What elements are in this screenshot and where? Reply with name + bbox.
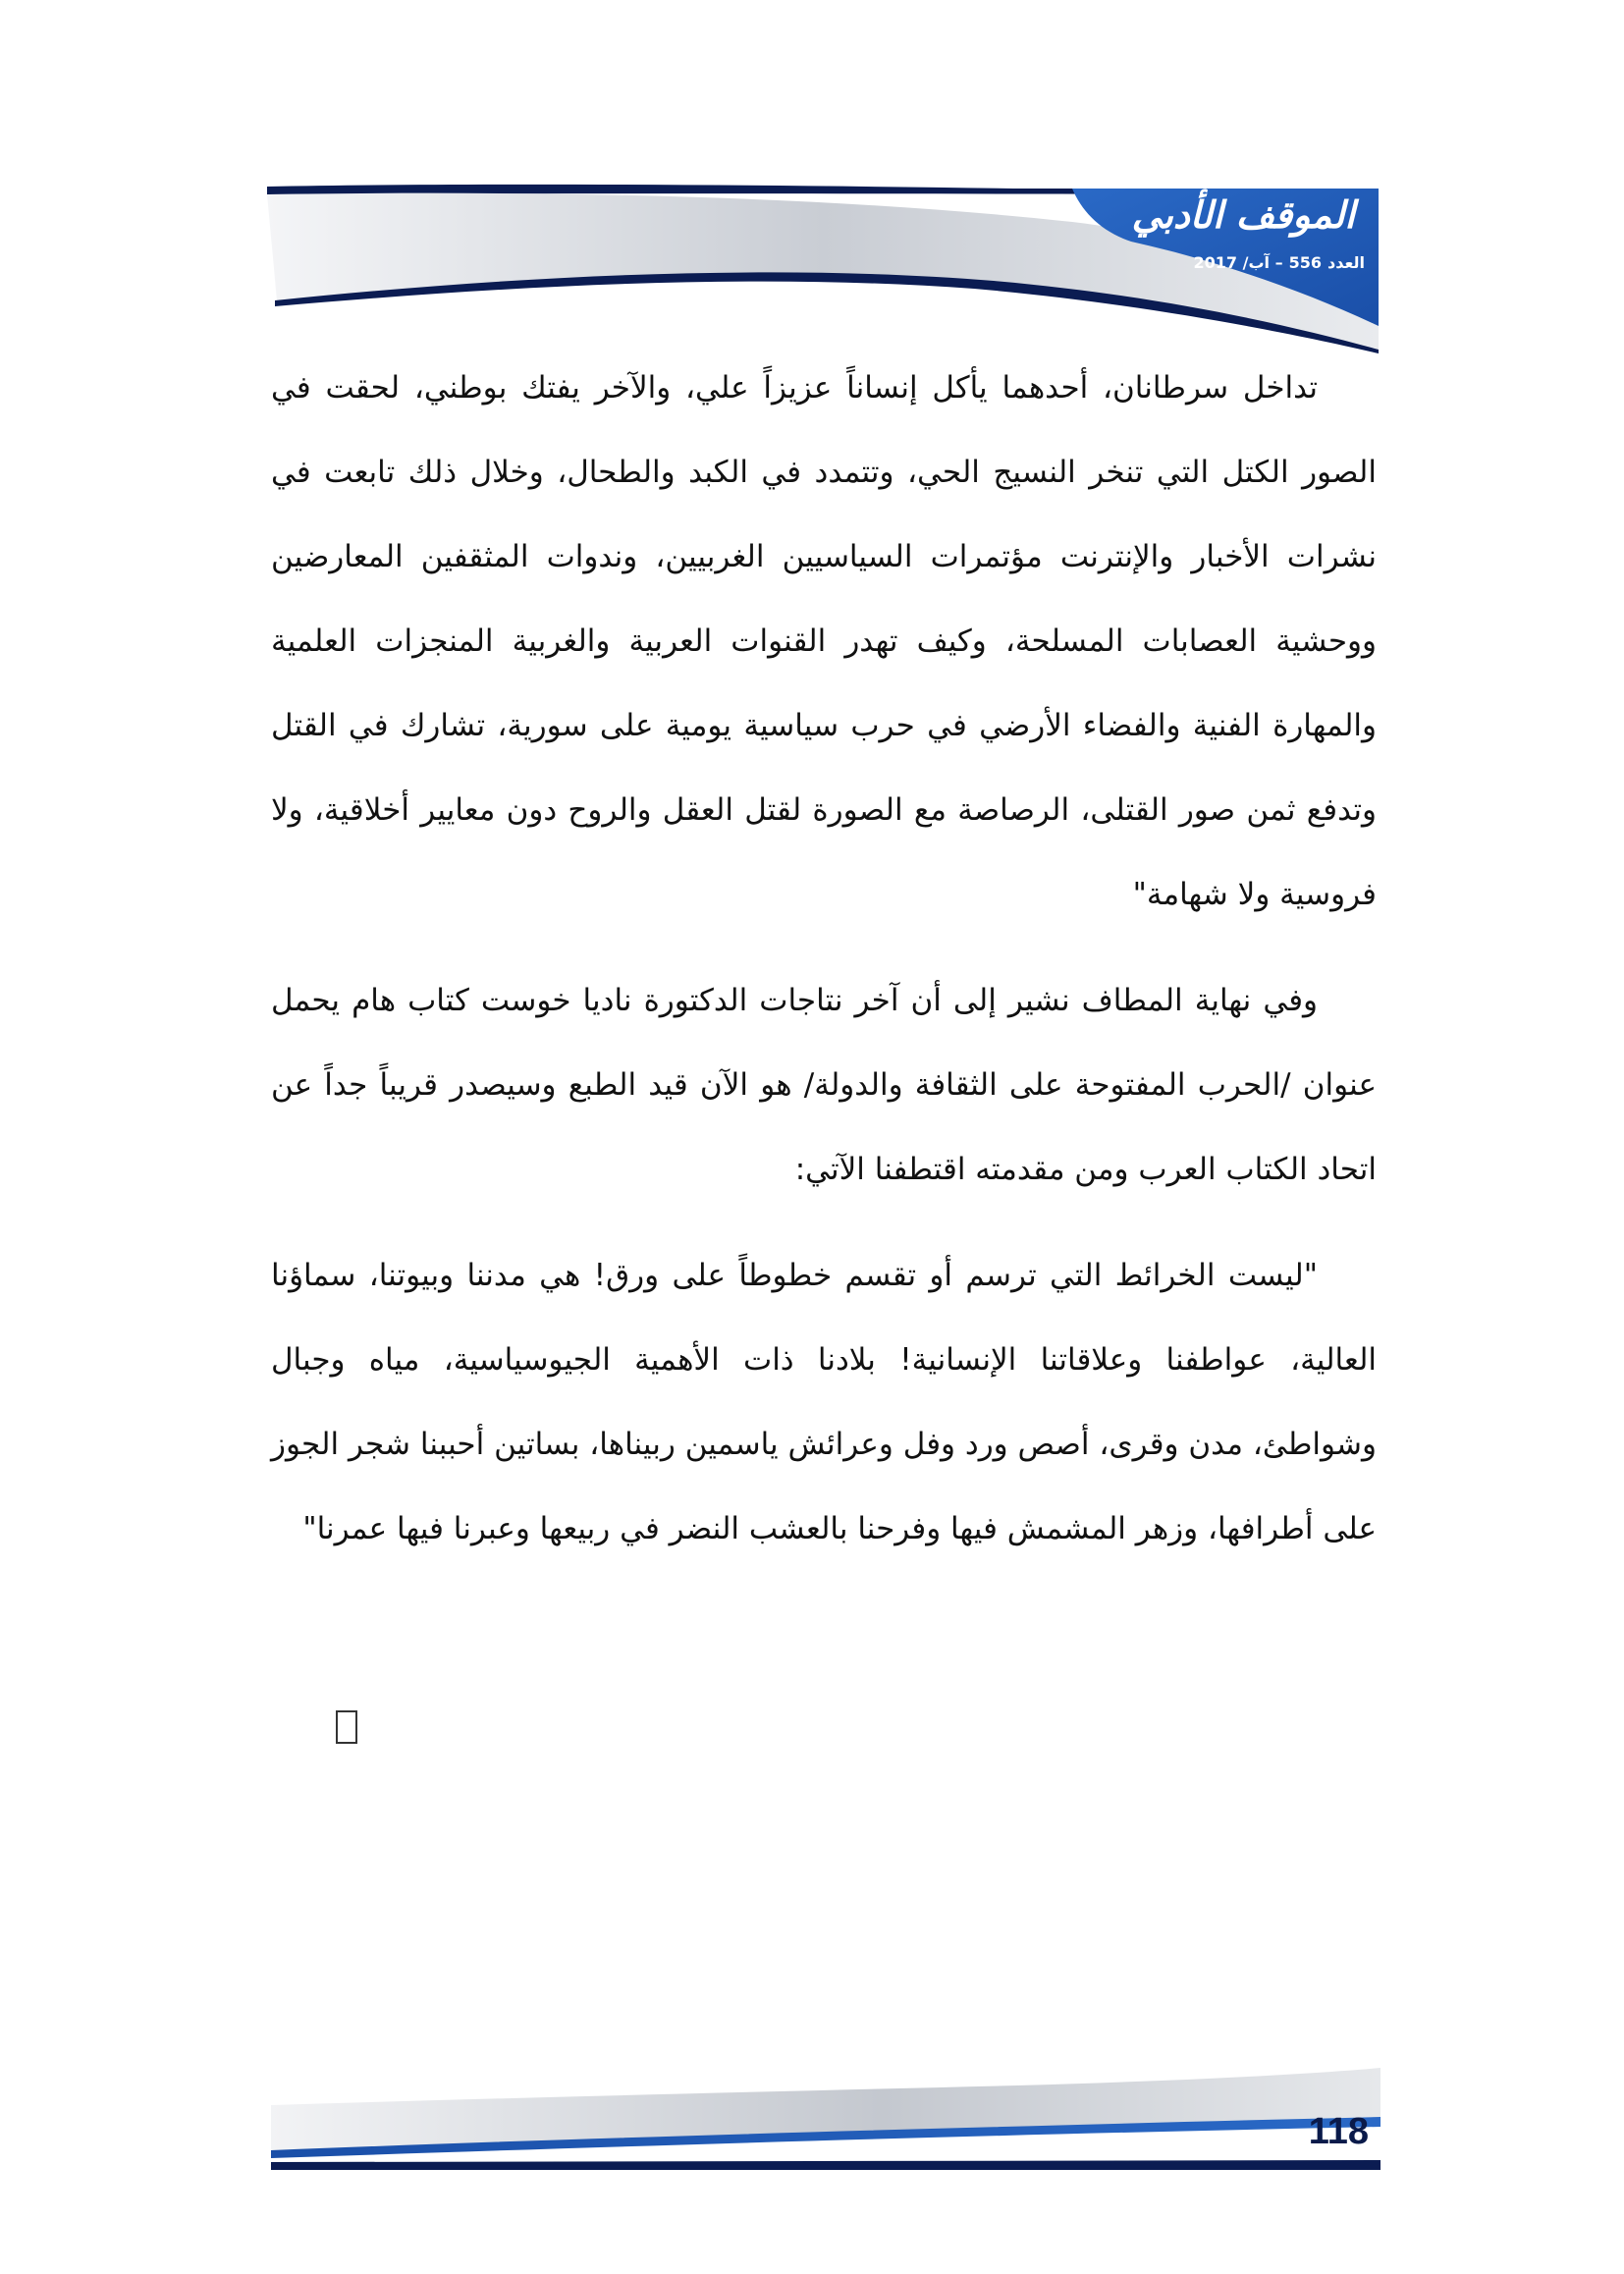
paragraph: تداخل سرطانان، أحدهما يأكل إنساناً عزيزاً علي، والآخر يفتك بوطني، لحقت في الصور الكتل التي تنخر النسيج الحي، وتتمدد في الكبد والطحال، وخلال ذلك تابعت في نشرات الأخبار والإنترنت مؤتمرات السياسيين الغربيين، وندوات المثقفين المعارضين ووحشية العصابات المسلحة، وكيف تهدر القنوات العربية والغربية المنجزات العلمية والمهارة الفنية والفضاء الأرضي في حرب سياسية يومية على سورية، تشارك في القتل وتدفع ثمن صور القتلى، الرصاصة مع الصورة لقتل العقل والروح دون معايير أخلاقية، ولا فروسية ولا شهامة" (271, 370, 1377, 912)
issue-date: – آب/ 2017 (1193, 253, 1283, 272)
issue-number: 556 (1288, 253, 1323, 272)
missing-glyph-box (336, 1710, 357, 1744)
paragraph: "ليست الخرائط التي ترسم أو تقسم خطوطاً على ورق! هي مدننا وبيوتنا، سماؤنا العالية، عواطفنا وعلاقاتنا الإنسانية! بلادنا ذات الأهمية الجيوسياسية، مياه وجبال وشواطئ، مدن وقرى، أصص ورد وفل وعرائش ياسمين ربيناها، بساتين أحببنا شجر الجوز على أطرافها، وزهر المشمش فيها وفرحنا بالعشب النضر في ربيعها وعبرنا فيها عمرنا" (271, 1258, 1377, 1546)
page-number: 118 (1308, 2111, 1369, 2152)
issue-info (1188, 253, 1365, 272)
footer-banner (271, 2068, 1380, 2170)
issue-label: العدد (1327, 253, 1365, 272)
magazine-logo: الموقف الأدبي (1131, 192, 1355, 237)
paragraph: وفي نهاية المطاف نشير إلى أن آخر نتاجات الدكتورة ناديا خوست كتاب هام يحمل عنوان /الحرب المفتوحة على الثقافة والدولة/ هو الآن قيد الطبع وسيصدر قريباً جداً عن اتحاد الكتاب العرب ومن مقدمته اقتطفنا الآتي: (271, 983, 1377, 1187)
footer-swoosh-graphic (271, 2068, 1380, 2170)
header-banner (267, 183, 1379, 353)
article-body (271, 346, 1377, 1571)
